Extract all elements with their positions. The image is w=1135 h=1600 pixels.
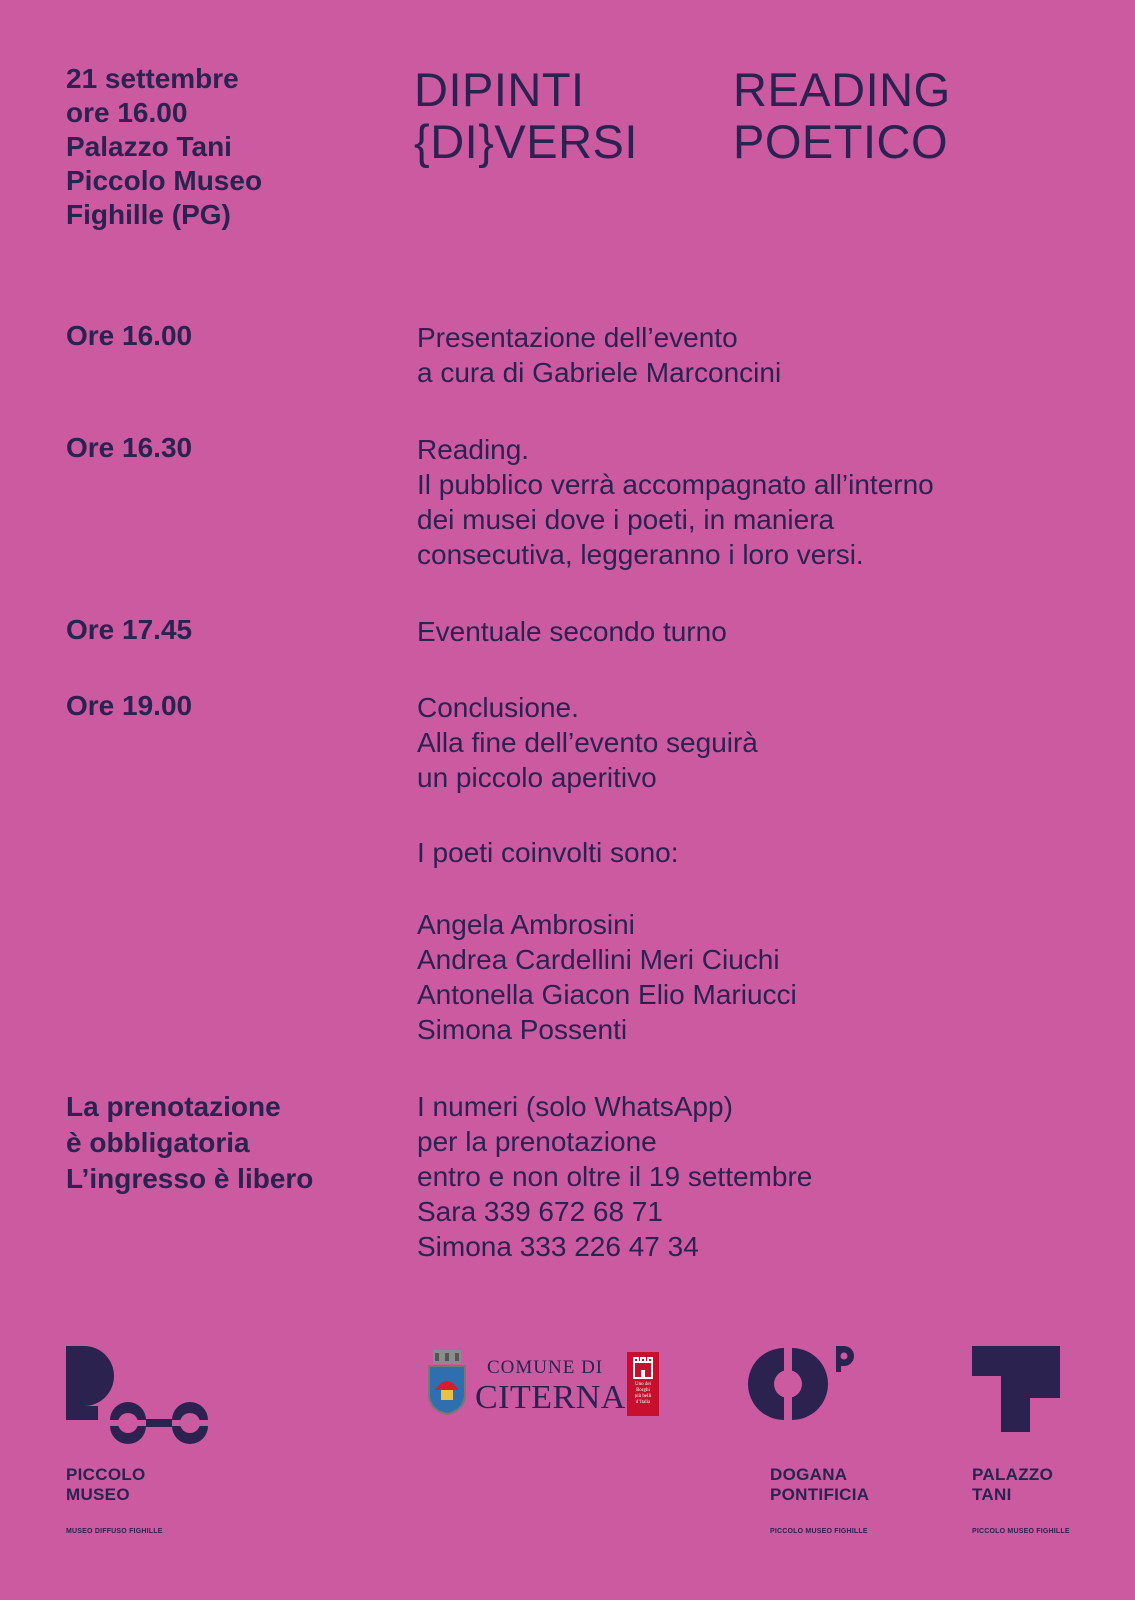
poet-name: Simona Possenti — [417, 1014, 628, 1045]
dogana-pontificia-logo-name: DOGANA PONTIFICIA — [770, 1465, 870, 1504]
title-line: READING — [733, 63, 951, 116]
dogana-pontificia-logo-mark — [748, 1346, 858, 1422]
reservation-line: La prenotazione — [66, 1091, 281, 1122]
piccolo-museo-logo-mark — [66, 1346, 216, 1446]
schedule-time: Ore 16.30 — [66, 432, 193, 463]
schedule-time: Ore 17.45 — [66, 614, 193, 645]
schedule-line: Conclusione. — [417, 692, 579, 723]
contact-line: I numeri (solo WhatsApp) — [417, 1091, 733, 1122]
poet-name: Andrea Cardellini Meri Ciuchi — [417, 944, 780, 975]
schedule-line: un piccolo aperitivo — [417, 762, 657, 793]
schedule-description — [417, 614, 727, 649]
reservation-contacts — [417, 1089, 812, 1264]
citerna-logo-text: COMUNE DI CITERNA — [475, 1357, 626, 1416]
schedule-line: Reading. — [417, 434, 530, 465]
palazzo-tani-logo-mark — [972, 1346, 1060, 1434]
schedule-description — [417, 690, 758, 795]
contact-phone: Simona 333 226 47 34 — [417, 1231, 699, 1262]
schedule-line: Presentazione dell’evento — [417, 322, 738, 353]
schedule-line: consecutiva, leggeranno i loro versi. — [417, 539, 864, 570]
contact-phone: Sara 339 672 68 71 — [417, 1196, 663, 1227]
poet-name: Antonella Giacon Elio Mariucci — [417, 979, 797, 1010]
event-town: Fighille (PG) — [66, 199, 231, 230]
event-info — [66, 62, 262, 232]
schedule-description — [417, 320, 781, 390]
event-date: 21 settembre — [66, 63, 239, 94]
title-line: {DI}VERSI — [414, 115, 638, 168]
borghi-belli-badge — [627, 1352, 659, 1416]
schedule-time: Ore 16.00 — [66, 320, 193, 351]
title-line: DIPINTI — [414, 63, 585, 116]
poets-list — [417, 907, 797, 1047]
piccolo-museo-logo-subtitle: MUSEO DIFFUSO FIGHILLE — [66, 1528, 163, 1535]
reservation-line: è obbligatoria — [66, 1127, 250, 1158]
contact-line: per la prenotazione — [417, 1126, 657, 1157]
piccolo-museo-logo-name: PICCOLO MUSEO — [66, 1465, 146, 1504]
schedule-line: Alla fine dell’evento seguirà — [417, 727, 758, 758]
borghi-belli-badge-text: Uno dei Borghi più belli d’Italia — [634, 1382, 652, 1405]
schedule-line: Eventuale secondo turno — [417, 616, 727, 647]
schedule-line: dei musei dove i poeti, in maniera — [417, 504, 835, 535]
title-reading-poetico — [733, 64, 951, 168]
reservation-line: L’ingresso è libero — [66, 1163, 314, 1194]
palazzo-tani-logo-name: PALAZZO TANI — [972, 1465, 1054, 1504]
schedule-description — [417, 432, 934, 572]
reservation-notice — [66, 1089, 313, 1197]
title-line: POETICO — [733, 115, 949, 168]
event-museum: Piccolo Museo — [66, 165, 263, 196]
poet-name: Angela Ambrosini — [417, 909, 635, 940]
contact-line: entro e non oltre il 19 settembre — [417, 1161, 813, 1192]
poets-intro: I poeti coinvolti sono: — [417, 837, 679, 868]
dogana-pontificia-logo-subtitle: PICCOLO MUSEO FIGHILLE — [770, 1528, 868, 1535]
event-time: ore 16.00 — [66, 97, 188, 128]
schedule-time: Ore 19.00 — [66, 690, 193, 721]
palazzo-tani-logo-subtitle: PICCOLO MUSEO FIGHILLE — [972, 1528, 1070, 1535]
title-dipinti-diversi — [414, 64, 638, 168]
event-venue: Palazzo Tani — [66, 131, 232, 162]
schedule-line: Il pubblico verrà accompagnato all’interno — [417, 469, 934, 500]
schedule-line: a cura di Gabriele Marconcini — [417, 357, 782, 388]
citerna-coat-of-arms-icon — [425, 1350, 469, 1416]
